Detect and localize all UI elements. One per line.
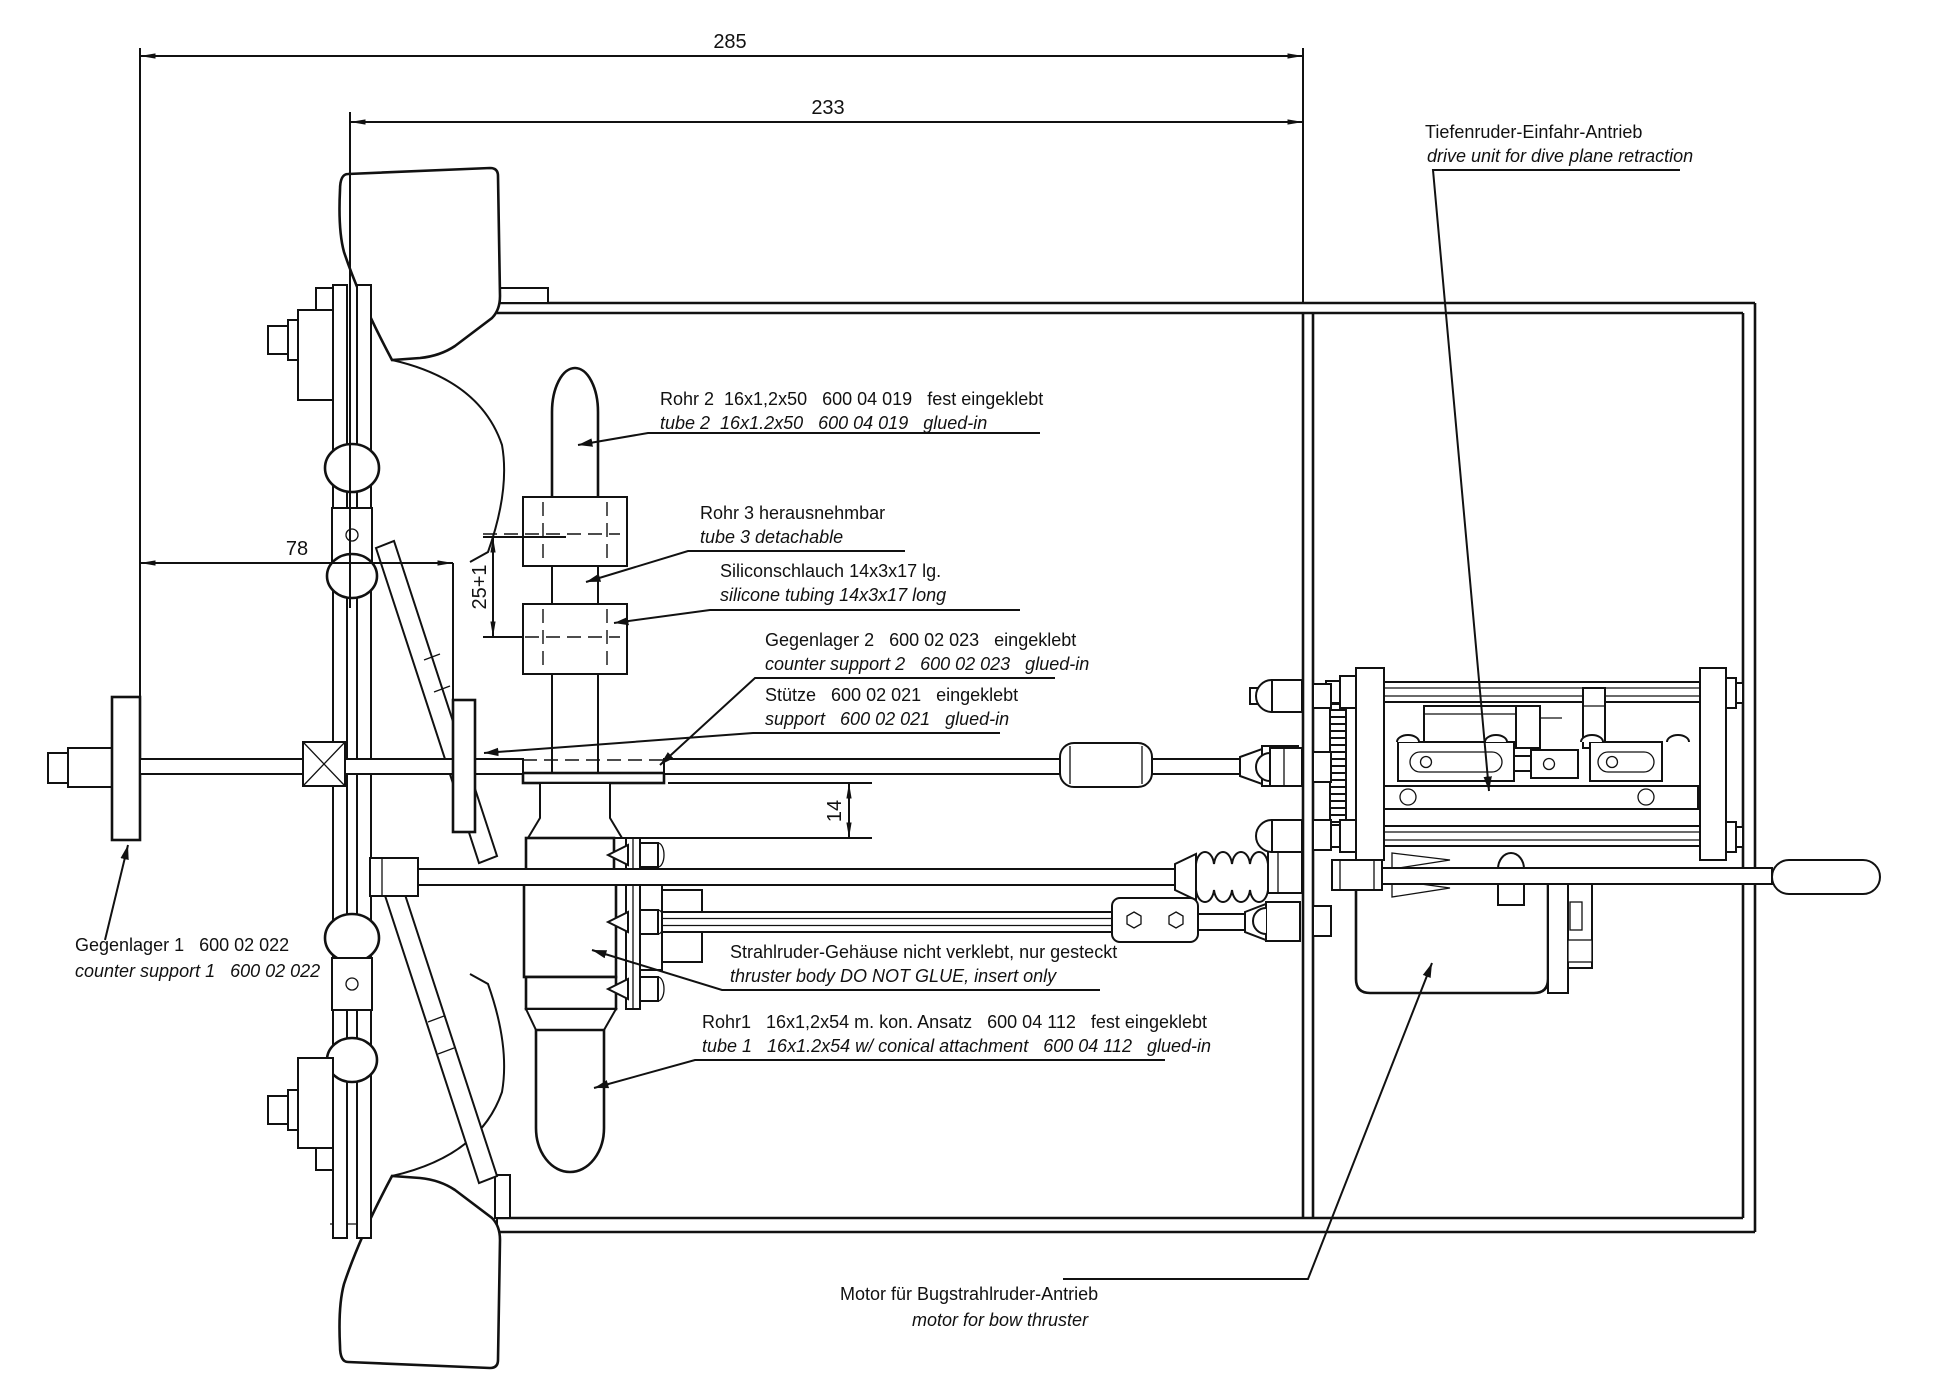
fitting-back [1313,752,1331,782]
label-silicone-de: Siliconschlauch 14x3x17 lg. [720,561,942,581]
label-tube1-en: tube 1 16x1.2x54 w/ conical attachment 600 04 112 glued-in [702,1036,1212,1056]
dim-overall: 285 [713,31,747,53]
upper-rod-right [664,759,1240,774]
dim-sleeve-gap: 25+1 [469,564,491,610]
middle-rod [418,869,1175,885]
drive-left-plate [1356,668,1384,860]
guide-roller [325,444,379,492]
label-tube2-de: Rohr 2 16x1,2x50 600 04 019 fest eingeklebt [660,389,1044,409]
actuating-strut-bottom [376,861,497,1183]
tube3-mid-section [552,560,598,610]
label-support-de: Stütze 600 02 021 eingeklebt [765,685,1019,705]
thruster-lower-collar [526,977,616,1009]
drive-right-plate [1700,668,1726,860]
mount-step [316,1148,333,1170]
dim-inner: 233 [811,97,845,119]
hex-hole [1127,912,1141,928]
carriage-post [1516,706,1540,748]
silicone-sleeve-upper [523,497,627,566]
rod-coupler-capsule [1060,743,1152,787]
fitting-nose [1256,820,1272,852]
bolt-head [1736,683,1743,703]
label-tube2-en: tube 2 16x1.2x50 600 04 019 glued-in [660,413,988,433]
bolt-head [268,326,288,354]
thruster-neck-cone [528,783,622,838]
rack-gear [1330,704,1346,822]
rod-cylinder-fitting [1266,902,1300,941]
guide-roller [327,554,377,598]
bolt-head [1736,827,1743,847]
leader-tube1 [594,1060,1165,1088]
bolt-shank [640,910,658,934]
lower-mount-block [298,1058,333,1148]
label-counter1-en: counter support 1 600 02 022 [75,961,321,981]
guide-rail-top [1384,682,1700,702]
mount-step [316,288,333,310]
dimensions [140,31,1303,838]
hex-hole [1169,912,1183,928]
counter-support-2-plate [523,773,664,783]
counter-support-1-plate [112,697,140,840]
tube1-rohr1 [536,1030,604,1172]
bolt-washer [1726,822,1736,852]
bellows-cone [1175,854,1196,900]
actuating-rod-right [1382,868,1772,884]
label-silicone-en: silicone tubing 14x3x17 long [720,585,947,605]
label-support-en: support 600 02 021 glued-in [765,709,1010,729]
label-drive-unit-de: Tiefenruder-Einfahr-Antrieb [1425,122,1643,142]
hinge-block [332,958,372,1010]
plane-trailing-curve-top [392,360,504,562]
support-stuetze-plate [453,700,475,832]
terminal-tab [1568,940,1592,962]
fitting-back [1313,906,1331,936]
label-drive-unit-en: drive unit for dive plane retraction [1427,146,1694,166]
upper-mount-block [298,310,333,400]
guide-roller [325,914,379,962]
leader-counter1 [105,845,128,940]
bellows-coupler [1268,848,1302,893]
guide-rail-bottom [1384,826,1700,846]
bolt-head [268,1096,288,1124]
bar-hole [1638,789,1654,805]
label-tube3-en: tube 3 detachable [700,527,844,547]
terminal-detail [1570,902,1582,930]
rod-clevis [370,858,418,896]
rubber-bellows [1196,852,1268,902]
slide-slot [1410,752,1502,772]
mount-wedge [1392,853,1450,869]
bolt-washer [288,320,298,360]
bar-hole [1400,789,1416,805]
leader-tube2 [578,433,1040,445]
label-counter2-en: counter support 2 600 02 023 glued-in [765,654,1090,674]
hull-bottom-stub [495,1175,510,1218]
guide-roller [327,1038,377,1082]
bolt-shank [640,977,658,1001]
label-counter2-de: Gegenlager 2 600 02 023 eingeklebt [765,630,1077,650]
tube-lower-section [552,668,598,775]
leader-silicone [614,610,1020,623]
dim-plate-gap: 14 [824,799,846,823]
lower-rod-segment [1198,914,1245,930]
fitting-block [1272,820,1302,852]
bolt-washer [288,1090,298,1130]
label-counter1-de: Gegenlager 1 600 02 022 [75,935,290,955]
link-block [1514,756,1531,771]
label-tube1-de: Rohr1 16x1,2x54 m. kon. Ansatz 600 04 112 fest eingeklebt [702,1012,1207,1032]
hull-slot-frame [500,288,548,303]
label-tube3-de: Rohr 3 herausnehmbar [700,503,886,523]
rod-pivot-block [303,742,345,786]
fitting-block [1270,748,1302,786]
dive-plane-drive-unit [1326,668,1743,993]
fitting-back [1313,820,1331,850]
bolt-shank [640,843,658,867]
dim-left-span: 78 [285,538,309,560]
thruster-body [524,882,616,977]
lower-rod [662,912,1112,932]
shaft-end-cylinder [68,748,112,787]
label-thruster-de: Strahlruder-Gehäuse nicht verklebt, nur gesteckt [730,942,1118,962]
tube2-rohr2 [552,368,598,499]
shaft-end-stub [48,753,68,783]
label-motor-de: Motor für Bugstrahlruder-Antrieb [840,1284,1099,1304]
hand-lever-grip [1772,860,1880,894]
bolt-washer [1340,676,1356,708]
label-motor-en: motor for bow thruster [912,1310,1089,1330]
fitting-back [1313,684,1331,708]
silicone-sleeve-lower [523,604,627,674]
fitting-nose [1256,680,1272,712]
tube1-cone [526,1009,616,1030]
label-thruster-en: thruster body DO NOT GLUE, insert only [730,966,1057,986]
bolt-washer [1340,820,1356,852]
thruster-upper-collar [526,838,614,870]
motor-end-section [1548,878,1568,993]
fitting-block [1272,680,1302,712]
hex-coupler-plate [1112,898,1198,942]
bolt-washer [1726,678,1736,708]
